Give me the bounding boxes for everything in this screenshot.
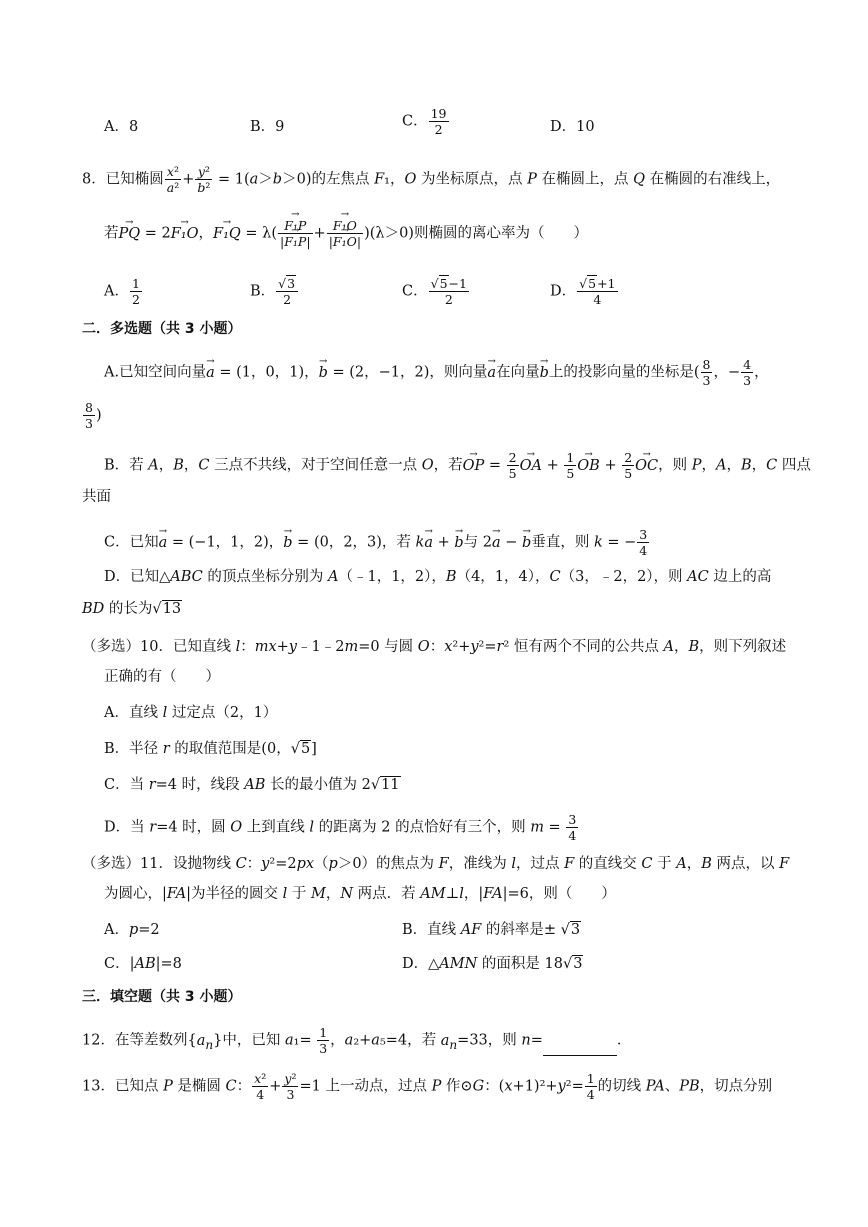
q9-option-b-line2: 共面: [82, 489, 111, 505]
q10-option-b: B．半径 r 的取值范围是(0，√5]: [104, 741, 317, 757]
q10-option-a: A．直线 l 过定点（2，1）: [104, 705, 278, 721]
q8-stem-line2: 若→ PQ = 2→ F₁O，→ F₁Q = λ( → $\frac{\text{F₁P}}{\text{|→ F₁P|}}$ + → $\frac{\text{F₁O}}{\text{|→ F₁O|}}$ )(λ＞0)则椭圆的离心率为（ ）: [104, 218, 808, 249]
q11-stem-line1: （多选）11．设抛物线 C：y²=2px（p＞0）的焦点为 F，准线为 l，过点 F 的直线交 C 于 A，B 两点，以 F: [82, 856, 790, 872]
q12-answer-blank[interactable]: [543, 1041, 617, 1056]
q10-stem-line2: 正确的有（ ）: [104, 669, 220, 685]
q10-option-c: C．当 r=4 时，线段 AB 长的最小值为 2√11: [104, 777, 400, 793]
q11-stem-line2: 为圆心，|FA|为半径的圆交 l 于 M，N 两点．若 AM⊥l，|FA|=6，则（ ）: [104, 886, 616, 902]
q7-option-a: A．8: [104, 119, 139, 135]
q8-option-a: A． $\frac{1}{2}$: [104, 276, 140, 307]
q13-stem: 13．已知点 P 是椭圆 C： $\frac{\text{x²}}{4}$ + $\frac{\text{y²}}{3}$ =1 上一动点，过点 P 作⊙G：(x+1)²+y²= $\frac{1}{4}$ 的切线 PA、PB，切点分别: [82, 1071, 773, 1102]
q8-option-b: B． $\frac{√3}{2}$: [250, 276, 299, 307]
q7-option-b: B．9: [250, 119, 285, 135]
q9-option-c: C．已知→ a = (−1，1，2)，→ b = (0，2，3)，若 k→ a + → b与 2→ a − → b垂直，则 k = − $\frac{3}{4}$: [104, 527, 808, 558]
q9-option-a-line1: A.已知空间向量→ a = (1，0，1)，→ b = (2，−1，2)，则向量→ a在向量→ b上的投影向量的坐标是( $\frac{8}{3}$ ，− $\frac{4}{3}$ ，: [104, 357, 808, 388]
section-heading-fill-blank: 三．填空题（共 3 小题）: [82, 989, 242, 1005]
q8-stem-line1: 8．已知椭圆 $\frac{\text{x²}}{\text{a²}}$ + $\frac{\text{y²}}{\text{b²}}$ = 1(a＞b＞0)的左焦点 F₁，O 为坐标原点，点 P 在椭圆上，点 Q 在椭圆的右准线上，: [82, 164, 781, 195]
q11-option-d: D．△AMN 的面积是 18√3: [402, 956, 583, 972]
q10-stem-line1: （多选）10．已知直线 l：mx+y﹣1﹣2m=0 与圆 O：x²+y²=r² 恒有两个不同的公共点 A，B，则下列叙述: [82, 639, 787, 655]
q11-option-c: C．|AB|=8: [104, 956, 182, 972]
q7-option-d: D．10: [550, 119, 595, 135]
q11-option-a: A．p=2: [104, 922, 160, 938]
q9-option-d-line2: BD 的长为√13: [82, 601, 182, 617]
section-heading-multi-choice: 二．多选题（共 3 小题）: [82, 321, 242, 337]
q11-option-b: B．直线 AF 的斜率是± √3: [402, 922, 581, 938]
q12-stem: 12．在等差数列$\{a_n\}$中，已知 a₁= $\frac{1}{3}$ ，a₂+a₅=4，若 $a_n=33$，则 n= ．: [82, 1025, 632, 1056]
q9-option-a-line2: $\frac{8}{3}$ ): [85, 400, 102, 431]
q9-option-b-line1: B．若 A，B，C 三点不共线，对于空间任意一点 O，若→ OP = $\frac{2}{5}$ → OA + $\frac{1}{5}$ → OB + $\frac{2}{5}$ → OC，则 P，A，B，C 四点: [104, 450, 808, 481]
q10-option-d: D．当 r=4 时，圆 O 上到直线 l 的距离为 2 的点恰好有三个，则 m = $\frac{3}{4}$: [104, 812, 577, 843]
q8-option-d: D． $\frac{√5+1}{4}$: [550, 276, 616, 307]
q8-option-c: C． $\frac{√5-1}{2}$: [402, 276, 467, 307]
q9-option-d-line1: D．已知△ABC 的顶点坐标分别为 A（﹣1，1，2），B（4，1，4），C（3，﹣2，2），则 AC 边上的高: [104, 569, 772, 585]
q7-option-c: C． $\frac{19}{2}$: [402, 106, 447, 137]
